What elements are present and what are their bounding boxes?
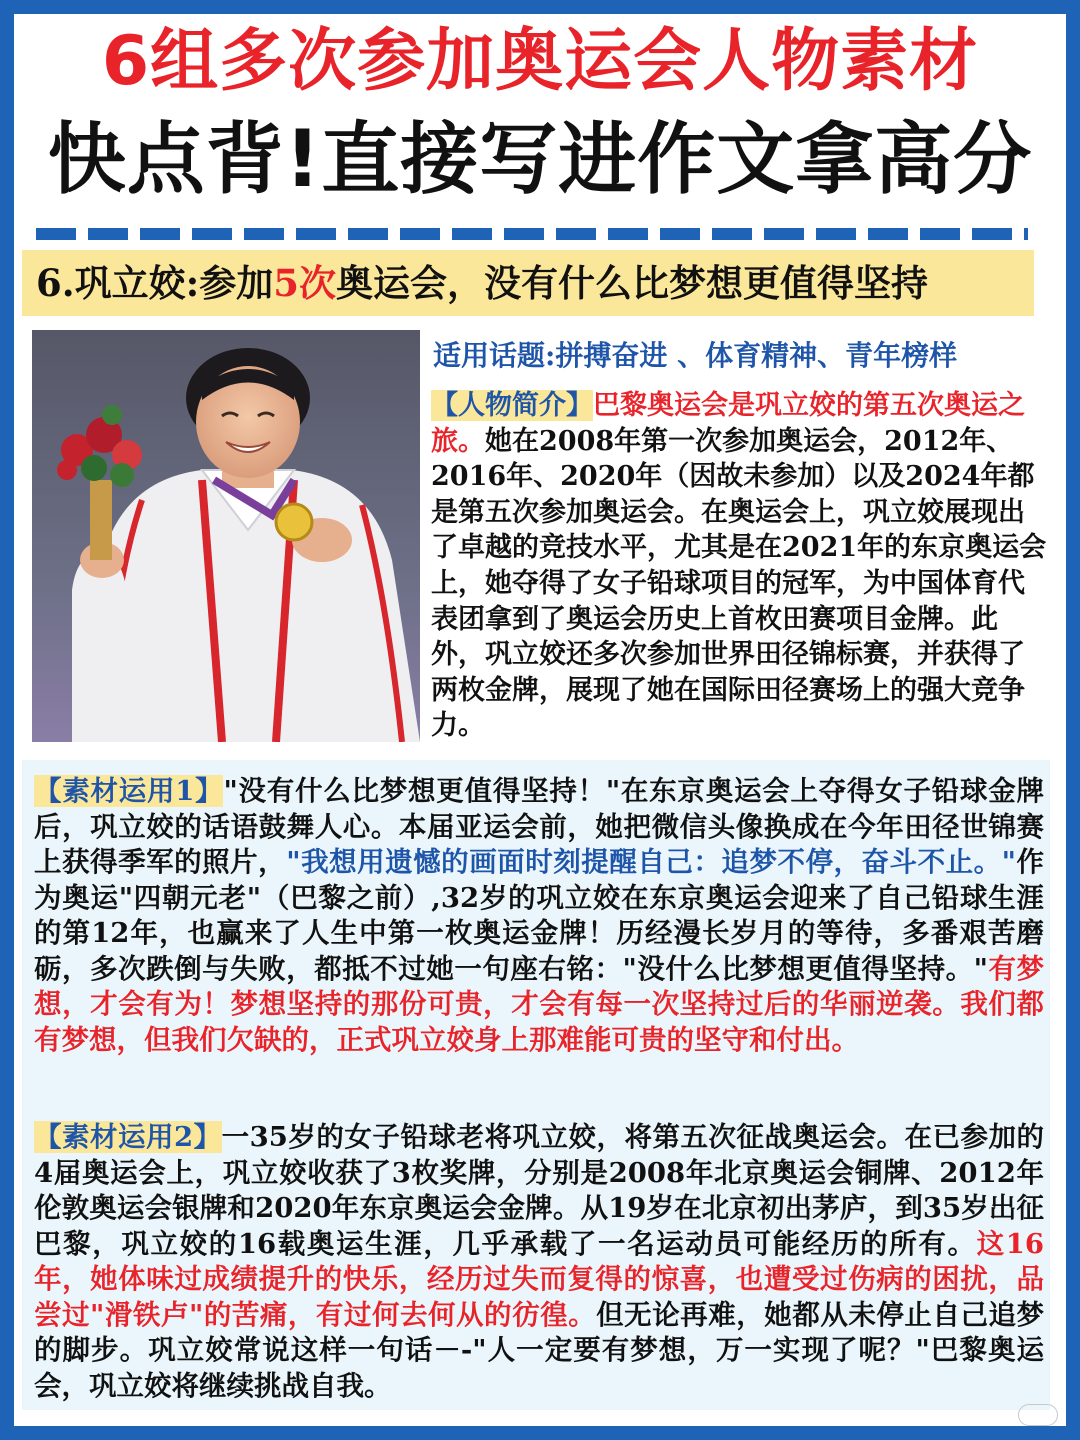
dashed-divider: [36, 228, 1028, 240]
title-line-1: 6组多次参加奥运会人物素材: [101, 22, 979, 101]
watermark-logo: [1018, 1404, 1058, 1426]
material-2-highlight: 这16年，她体味过成绩提升的快乐，经历过失而复得的惊喜，也遭受过伤病的困扰，品尝过"滑铁卢"的苦痛，有过何去何从的彷徨。: [34, 1227, 1044, 1331]
material-2-text-b: 但无论再难，她都从未停止自己追梦的脚步。巩立姣常说这样一句话－-"人一定要有梦想，万一实现了呢？"巴黎奥运会，巩立姣将继续挑战自我。: [34, 1298, 1045, 1402]
applicable-topics: 适用话题:拼搏奋进 、体育精神、青年榜样: [433, 339, 958, 372]
material-1-text-b: 作为奥运"四朝元老"（巴黎之前）,32岁的巩立姣在东京奥运会迎来了自己铅球生涯的第12年，也赢来了人生中第一枚奥运金牌！历经漫长岁月的等待，多番艰苦磨砺，多次跌倒与失败，都抵不过她一句座右铭："没什么比梦想更值得坚持。": [34, 846, 1045, 985]
heading-suffix: 奥运会，没有什么比梦想更值得坚持: [336, 261, 929, 305]
intro-tag: 【人物简介】: [431, 390, 593, 421]
intro-paragraph: [431, 388, 1051, 744]
athlete-photo: [32, 330, 420, 742]
material-1-paragraph: [34, 774, 1044, 1058]
heading-highlight: 5次: [273, 261, 337, 305]
material-1-tag: 【素材运用1】: [34, 775, 224, 807]
material-2-paragraph: [34, 1120, 1044, 1404]
material-2-text-a: 一35岁的女子铅球老将巩立姣，将第五次征战奥运会。在已参加的4届奥运会上，巩立姣收获了3枚奖牌，分别是2008年北京奥运会铜牌、2012年伦敦奥运会银牌和2020年东京奥运会金牌。从19岁在北京初出茅庐，到35岁出征巴黎，巩立姣的16载奥运生涯，几乎承载了一名运动员可能经历的所有。: [34, 1121, 1044, 1260]
athlete-photo-illustration: [32, 330, 420, 742]
material-1-highlight: 有梦想，才会有为！梦想坚持的那份可贵，才会有每一次坚持过后的华丽逆袭。我们都有梦想，但我们欠缺的，正式巩立姣身上那难能可贵的坚守和付出。: [34, 952, 1044, 1056]
intro-text: 她在2008年第一次参加奥运会，2012年、2016年、2020年（因故未参加）以及2024年都是第五次参加奥运会。在奥运会上，巩立姣展现出了卓越的竞技水平，尤其是在2021年的东京奥运会上，她夺得了女子铅球项目的冠军，为中国体育代表团拿到了奥运会历史上首枚田赛项目金牌。此外，巩立姣还多次参加世界田径锦标赛，并获得了两枚金牌，展现了她在国际田径赛场上的强大竞争力。: [431, 425, 1047, 742]
material-1-quote: "我想用遗憾的画面时刻提醒自己：追梦不停，奋斗不止。": [286, 846, 1016, 878]
material-2-tag: 【素材运用2】: [34, 1121, 222, 1153]
section-heading: [36, 257, 1036, 309]
intro-highlight: 巴黎奥运会是巩立姣的第五次奥运之旅。: [431, 390, 1025, 457]
title-line-2: 快点背!直接写进作文拿高分: [47, 115, 1033, 205]
material-1-text-a: "没有什么比梦想更值得坚持！"在东京奥运会上夺得女子铅球金牌后，巩立姣的话语鼓舞人心。本届亚运会前，她把微信头像换成在今年田径世锦赛上获得季军的照片，: [34, 775, 1045, 878]
heading-prefix: 6.巩立姣:参加: [36, 261, 274, 305]
